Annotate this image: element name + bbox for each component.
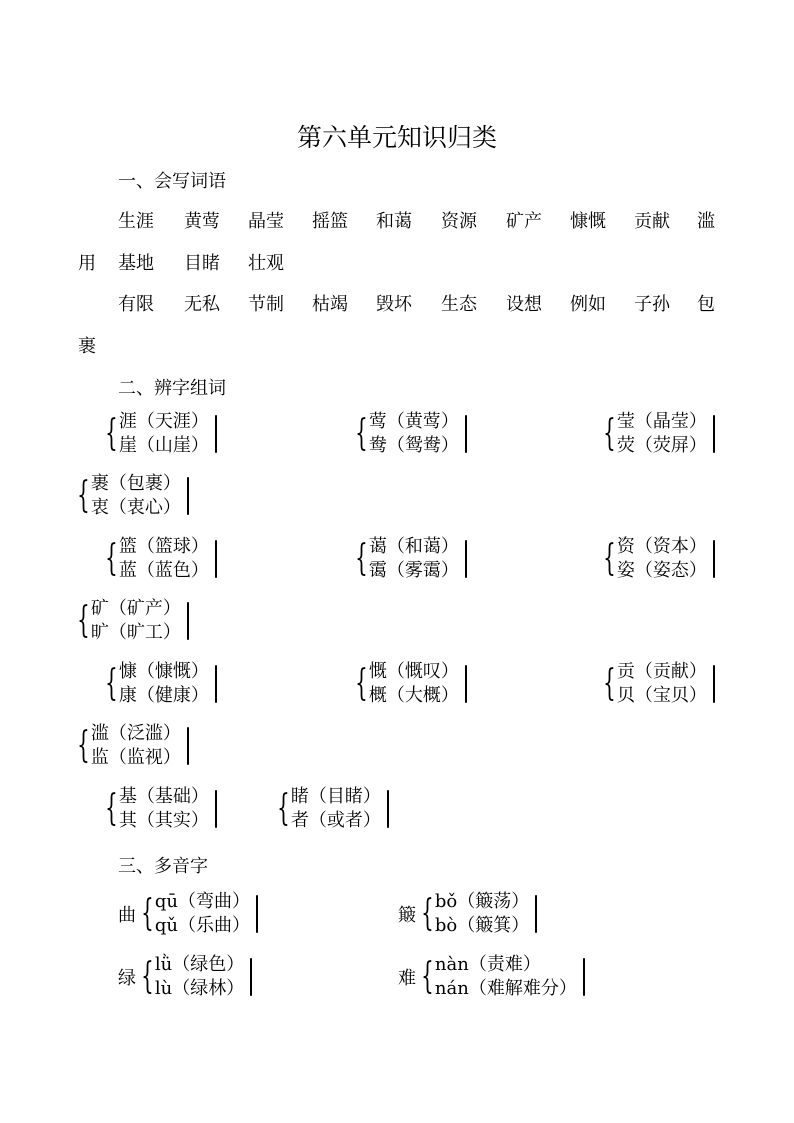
polyphonic-character: 曲 [118, 905, 136, 926]
vocab-word: 资源 [441, 211, 477, 232]
left-brace: { [77, 725, 90, 766]
pinyin-entry: qū（弯曲） [154, 891, 251, 912]
char-entry: 滥（泛滥） [90, 723, 181, 744]
char-entry: 蓝（蓝色） [118, 560, 209, 581]
character: 监 [90, 747, 109, 768]
example-word: 资本 [652, 536, 689, 557]
vocab-word: 枯竭 [312, 294, 348, 315]
vocab-word: 包 [697, 294, 715, 315]
example-word: 绿林 [190, 978, 227, 999]
example-word: 监视 [126, 747, 163, 768]
pinyin: qū [154, 891, 179, 912]
left-brace: { [355, 538, 368, 579]
pinyin-entry: bò（簸箕） [434, 915, 530, 936]
char-entry: 康（健康） [118, 685, 209, 706]
char-entry: 旷（旷工） [90, 622, 181, 643]
polyphonic-character: 绿 [118, 968, 136, 989]
left-brace: { [603, 413, 616, 454]
char-entry: 基（基础） [118, 786, 209, 807]
char-entry: 莺（黄莺） [368, 411, 459, 432]
left-brace: { [77, 475, 90, 516]
right-bracket [250, 958, 252, 996]
polyphonic-group [118, 953, 252, 1001]
right-bracket [465, 665, 467, 703]
char-entry: 概（大概） [368, 685, 459, 706]
section-heading-1: 一、会写词语 [118, 171, 226, 192]
character: 睹 [290, 786, 309, 807]
right-bracket [713, 415, 715, 453]
right-bracket [187, 602, 189, 640]
character: 基 [118, 786, 137, 807]
example-word: 篮球 [154, 536, 191, 557]
vocab-word: 无私 [184, 294, 220, 315]
vocab-word: 滥 [697, 211, 715, 232]
example-word: 簸箕 [475, 915, 512, 936]
character: 篮 [118, 536, 137, 557]
pinyin: qǔ [154, 915, 179, 936]
vocab-word: 裹 [78, 336, 96, 357]
char-pair-group [598, 535, 715, 583]
left-brace: { [421, 956, 434, 997]
page-title: 第六单元知识归类 [296, 123, 497, 152]
section-heading-3: 三、多音字 [118, 856, 208, 877]
example-word: 贡献 [652, 661, 689, 682]
vocab-word: 节制 [248, 294, 284, 315]
char-entry: 睹（目睹） [290, 786, 381, 807]
example-word: 和蔼 [404, 536, 441, 557]
char-entry: 篮（篮球） [118, 536, 209, 557]
left-brace: { [355, 663, 368, 704]
example-word: 其实 [154, 810, 191, 831]
vocab-word: 贡献 [634, 211, 670, 232]
character: 蓝 [118, 560, 137, 581]
polyphonic-group [398, 890, 537, 938]
example-word: 簸荡 [475, 891, 512, 912]
character: 荧 [616, 435, 635, 456]
right-bracket [465, 540, 467, 578]
example-word: 宝贝 [652, 685, 689, 706]
character: 衷 [90, 497, 109, 518]
vocab-word: 设想 [506, 294, 542, 315]
pinyin-entry: lǜ（绿色） [154, 954, 245, 975]
example-word: 或者 [326, 810, 363, 831]
character: 慨 [368, 661, 387, 682]
vocab-word: 黄莺 [184, 211, 220, 232]
char-entry: 姿（姿态） [616, 560, 707, 581]
left-brace: { [603, 663, 616, 704]
pinyin: bò [434, 915, 458, 936]
character: 旷 [90, 622, 109, 643]
example-word: 弯曲 [196, 891, 233, 912]
vocab-word: 生态 [441, 294, 477, 315]
character: 姿 [616, 560, 635, 581]
char-pair-group [72, 722, 189, 770]
character: 其 [118, 810, 137, 831]
char-entry: 者（或者） [290, 810, 381, 831]
character: 滥 [90, 723, 109, 744]
example-word: 难解难分 [486, 978, 559, 999]
char-pair-group [72, 472, 189, 520]
polyphonic-group [398, 953, 585, 1001]
char-pair-group [100, 785, 217, 833]
character: 涯 [118, 411, 137, 432]
right-bracket [713, 665, 715, 703]
character: 崖 [118, 435, 137, 456]
vocab-word: 生涯 [118, 211, 154, 232]
character: 资 [616, 536, 635, 557]
vocab-word: 用 [78, 253, 96, 274]
char-pair-group [100, 535, 217, 583]
right-bracket [713, 540, 715, 578]
example-word: 蓝色 [154, 560, 191, 581]
char-entry: 莹（晶莹） [616, 411, 707, 432]
right-bracket [187, 477, 189, 515]
character: 霭 [368, 560, 387, 581]
character: 慷 [118, 661, 137, 682]
character: 贝 [616, 685, 635, 706]
character: 裹 [90, 473, 109, 494]
right-bracket [387, 790, 389, 828]
right-bracket [187, 727, 189, 765]
pinyin: lǜ [154, 954, 173, 975]
example-word: 基础 [154, 786, 191, 807]
char-entry: 资（资本） [616, 536, 707, 557]
char-entry: 崖（山崖） [118, 435, 209, 456]
vocab-word: 子孙 [634, 294, 670, 315]
character: 蔼 [368, 536, 387, 557]
example-word: 荧屏 [652, 435, 689, 456]
char-pair-group [272, 785, 389, 833]
example-word: 旷工 [126, 622, 163, 643]
pinyin-entry: nán（难解难分） [434, 978, 577, 999]
example-word: 慨叹 [404, 661, 441, 682]
example-word: 责难 [486, 954, 523, 975]
example-word: 乐曲 [196, 915, 233, 936]
example-word: 健康 [154, 685, 191, 706]
example-word: 矿产 [126, 598, 163, 619]
example-word: 黄莺 [404, 411, 441, 432]
pinyin: bǒ [434, 891, 458, 912]
example-word: 泛滥 [126, 723, 163, 744]
character: 莹 [616, 411, 635, 432]
char-entry: 其（其实） [118, 810, 209, 831]
character: 贡 [616, 661, 635, 682]
char-entry: 贡（贡献） [616, 661, 707, 682]
left-brace: { [105, 538, 118, 579]
character: 矿 [90, 598, 109, 619]
char-pair-group [350, 535, 467, 583]
char-pair-group [598, 410, 715, 458]
example-word: 天涯 [154, 411, 191, 432]
example-word: 绿色 [190, 954, 227, 975]
section-heading-2: 二、辨字组词 [118, 378, 226, 399]
vocab-word: 矿产 [506, 211, 542, 232]
char-entry: 矿（矿产） [90, 598, 181, 619]
vocab-word: 有限 [118, 294, 154, 315]
right-bracket [465, 415, 467, 453]
polyphonic-character: 难 [398, 968, 416, 989]
char-entry: 监（监视） [90, 747, 181, 768]
char-pair-group [72, 597, 189, 645]
vocab-word: 毁坏 [376, 294, 412, 315]
example-word: 山崖 [154, 435, 191, 456]
pinyin-entry: nàn（责难） [434, 954, 541, 975]
character: 康 [118, 685, 137, 706]
char-entry: 贝（宝贝） [616, 685, 707, 706]
right-bracket [535, 895, 537, 933]
example-word: 鸳鸯 [404, 435, 441, 456]
right-bracket [256, 895, 258, 933]
vocab-word: 基地 [118, 253, 154, 274]
example-word: 目睹 [326, 786, 363, 807]
right-bracket [215, 790, 217, 828]
char-pair-group [598, 660, 715, 708]
char-entry: 裹（包裹） [90, 473, 181, 494]
pinyin-entry: bǒ（簸荡） [434, 891, 530, 912]
left-brace: { [105, 663, 118, 704]
pinyin: nán [434, 978, 469, 999]
char-pair-group [100, 660, 217, 708]
left-brace: { [603, 538, 616, 579]
vocab-word: 摇篮 [312, 211, 348, 232]
left-brace: { [277, 788, 290, 829]
example-word: 慷慨 [154, 661, 191, 682]
character: 概 [368, 685, 387, 706]
pinyin: lù [154, 978, 173, 999]
example-word: 雾霭 [404, 560, 441, 581]
char-pair-group [350, 410, 467, 458]
left-brace: { [421, 893, 434, 934]
char-entry: 鸯（鸳鸯） [368, 435, 459, 456]
example-word: 姿态 [652, 560, 689, 581]
char-entry: 蔼（和蔼） [368, 536, 459, 557]
example-word: 衷心 [126, 497, 163, 518]
vocab-word: 慷慨 [570, 211, 606, 232]
char-entry: 慷（慷慨） [118, 661, 209, 682]
char-entry: 荧（荧屏） [616, 435, 707, 456]
char-entry: 涯（天涯） [118, 411, 209, 432]
char-pair-group [350, 660, 467, 708]
left-brace: { [105, 413, 118, 454]
right-bracket [215, 540, 217, 578]
vocab-word: 目睹 [184, 253, 220, 274]
left-brace: { [355, 413, 368, 454]
left-brace: { [141, 893, 154, 934]
pinyin-entry: qǔ（乐曲） [154, 915, 251, 936]
right-bracket [583, 958, 585, 996]
vocab-word: 例如 [570, 294, 606, 315]
left-brace: { [141, 956, 154, 997]
vocab-word: 晶莹 [248, 211, 284, 232]
char-entry: 慨（慨叹） [368, 661, 459, 682]
character: 者 [290, 810, 309, 831]
char-pair-group [100, 410, 217, 458]
right-bracket [215, 665, 217, 703]
example-word: 晶莹 [652, 411, 689, 432]
polyphonic-group [118, 890, 258, 938]
character: 莺 [368, 411, 387, 432]
vocab-word: 和蔼 [376, 211, 412, 232]
pinyin-entry: lù（绿林） [154, 978, 245, 999]
left-brace: { [105, 788, 118, 829]
example-word: 包裹 [126, 473, 163, 494]
example-word: 大概 [404, 685, 441, 706]
char-entry: 衷（衷心） [90, 497, 181, 518]
char-entry: 霭（雾霭） [368, 560, 459, 581]
polyphonic-character: 簸 [398, 905, 416, 926]
pinyin: nàn [434, 954, 469, 975]
left-brace: { [77, 600, 90, 641]
vocab-word: 壮观 [248, 253, 284, 274]
right-bracket [215, 415, 217, 453]
character: 鸯 [368, 435, 387, 456]
